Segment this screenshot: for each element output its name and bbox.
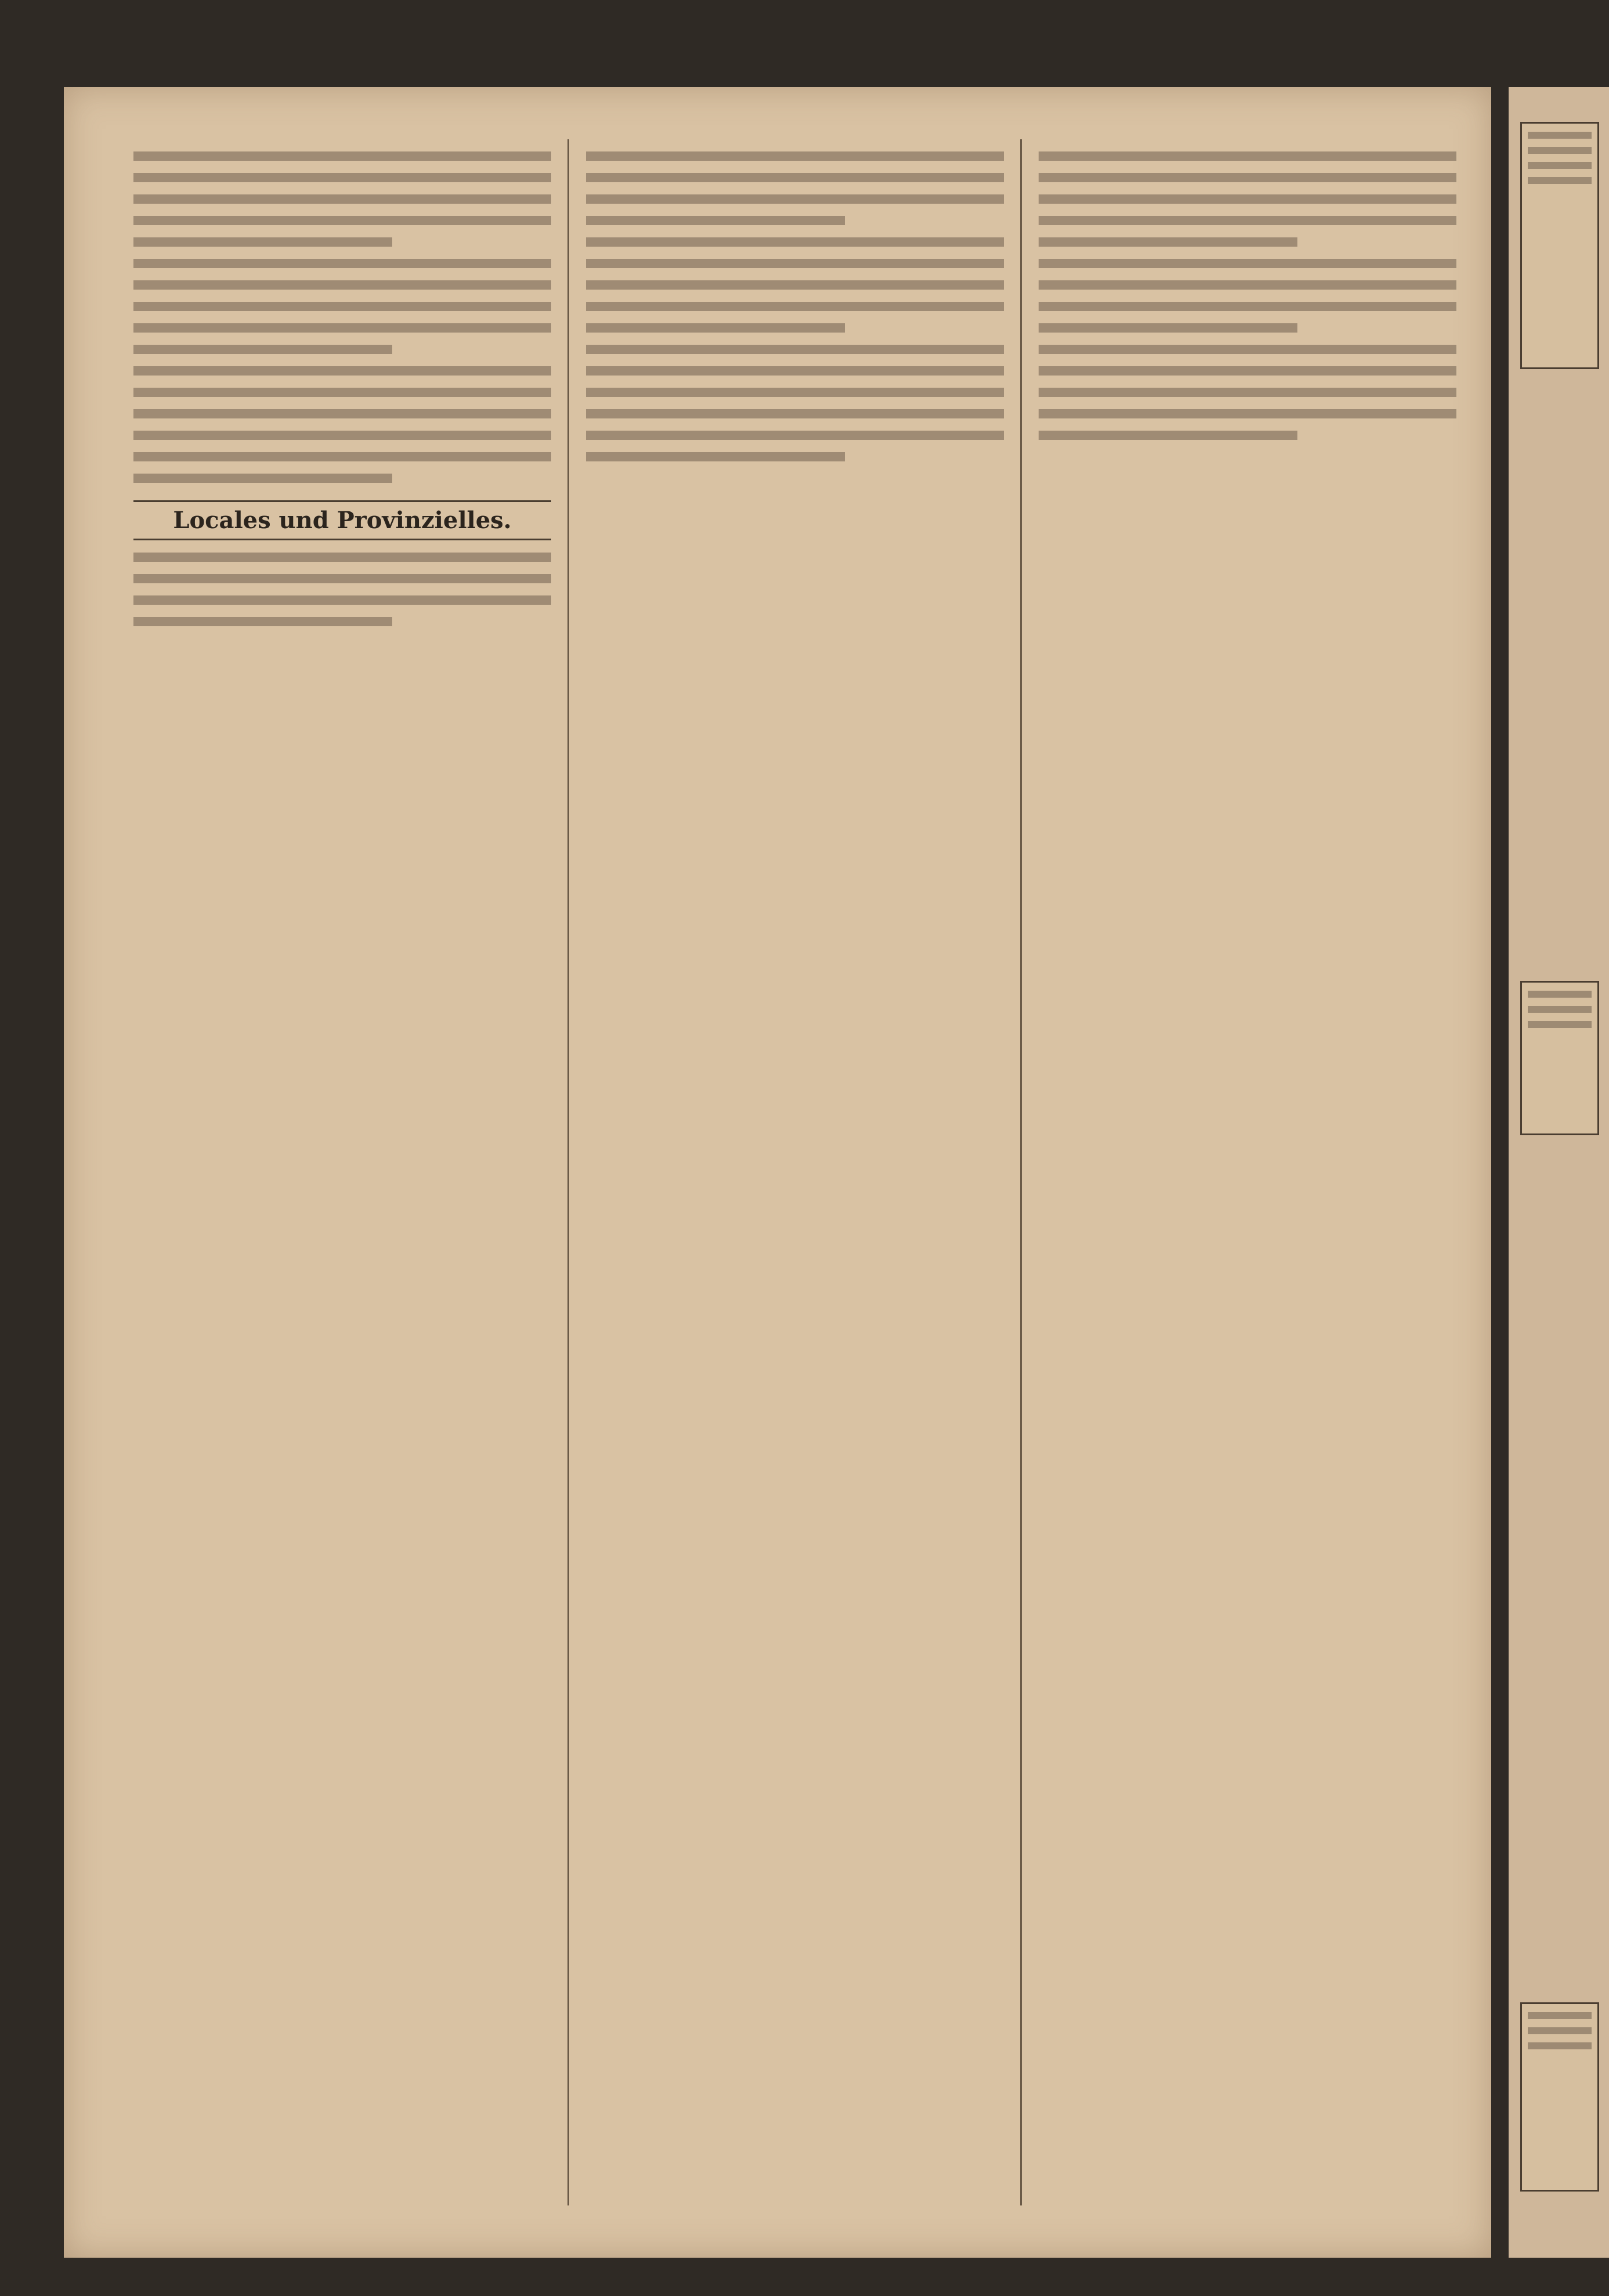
text-line xyxy=(133,553,551,562)
text-line xyxy=(586,237,1004,247)
text-line xyxy=(133,431,551,440)
text-line xyxy=(133,151,551,161)
text-line xyxy=(586,259,1004,268)
text-line xyxy=(1039,280,1456,290)
text-line xyxy=(586,431,1004,440)
ad-box xyxy=(1520,2002,1599,2192)
adjacent-page-edge xyxy=(1509,87,1609,2258)
text-line xyxy=(133,280,551,290)
text-line xyxy=(586,280,1004,290)
text-line xyxy=(1039,431,1297,440)
text-line xyxy=(1039,409,1456,418)
text-line xyxy=(133,409,551,418)
text-line xyxy=(133,595,551,605)
text-line xyxy=(1039,345,1456,354)
text-line xyxy=(586,173,1004,182)
text-line xyxy=(1039,366,1456,376)
newspaper-page xyxy=(64,87,1491,2258)
section-heading: Locales und Provinzielles. xyxy=(133,500,551,540)
text-line xyxy=(133,574,551,583)
text-line xyxy=(586,302,1004,311)
text-line xyxy=(586,216,845,225)
text-line xyxy=(133,237,392,247)
text-line xyxy=(586,194,1004,204)
text-line xyxy=(1039,388,1456,397)
text-line xyxy=(1039,237,1297,247)
ad-box xyxy=(1520,981,1599,1135)
text-line xyxy=(586,452,845,461)
text-line xyxy=(1039,323,1297,333)
text-line xyxy=(586,345,1004,354)
text-line xyxy=(1039,216,1456,225)
text-line xyxy=(1039,302,1456,311)
text-line xyxy=(133,259,551,268)
text-line xyxy=(133,366,551,376)
text-line xyxy=(1039,259,1456,268)
column-rule xyxy=(567,139,569,2205)
ad-box xyxy=(1520,122,1599,369)
column-3 xyxy=(1039,139,1456,2205)
text-line xyxy=(133,452,551,461)
text-line xyxy=(1039,151,1456,161)
text-line xyxy=(133,173,551,182)
text-line xyxy=(133,323,551,333)
text-line xyxy=(133,302,551,311)
text-line xyxy=(1039,194,1456,204)
text-line xyxy=(133,388,551,397)
column-2 xyxy=(586,139,1004,2205)
text-line xyxy=(133,194,551,204)
text-line xyxy=(586,409,1004,418)
text-line xyxy=(133,474,392,483)
text-line xyxy=(586,366,1004,376)
text-line xyxy=(133,617,392,626)
text-line xyxy=(586,323,845,333)
text-line xyxy=(586,151,1004,161)
text-line xyxy=(586,388,1004,397)
text-line xyxy=(133,345,392,354)
column-rule xyxy=(1020,139,1022,2205)
column-1 xyxy=(133,139,551,2205)
text-line xyxy=(133,216,551,225)
text-line xyxy=(1039,173,1456,182)
